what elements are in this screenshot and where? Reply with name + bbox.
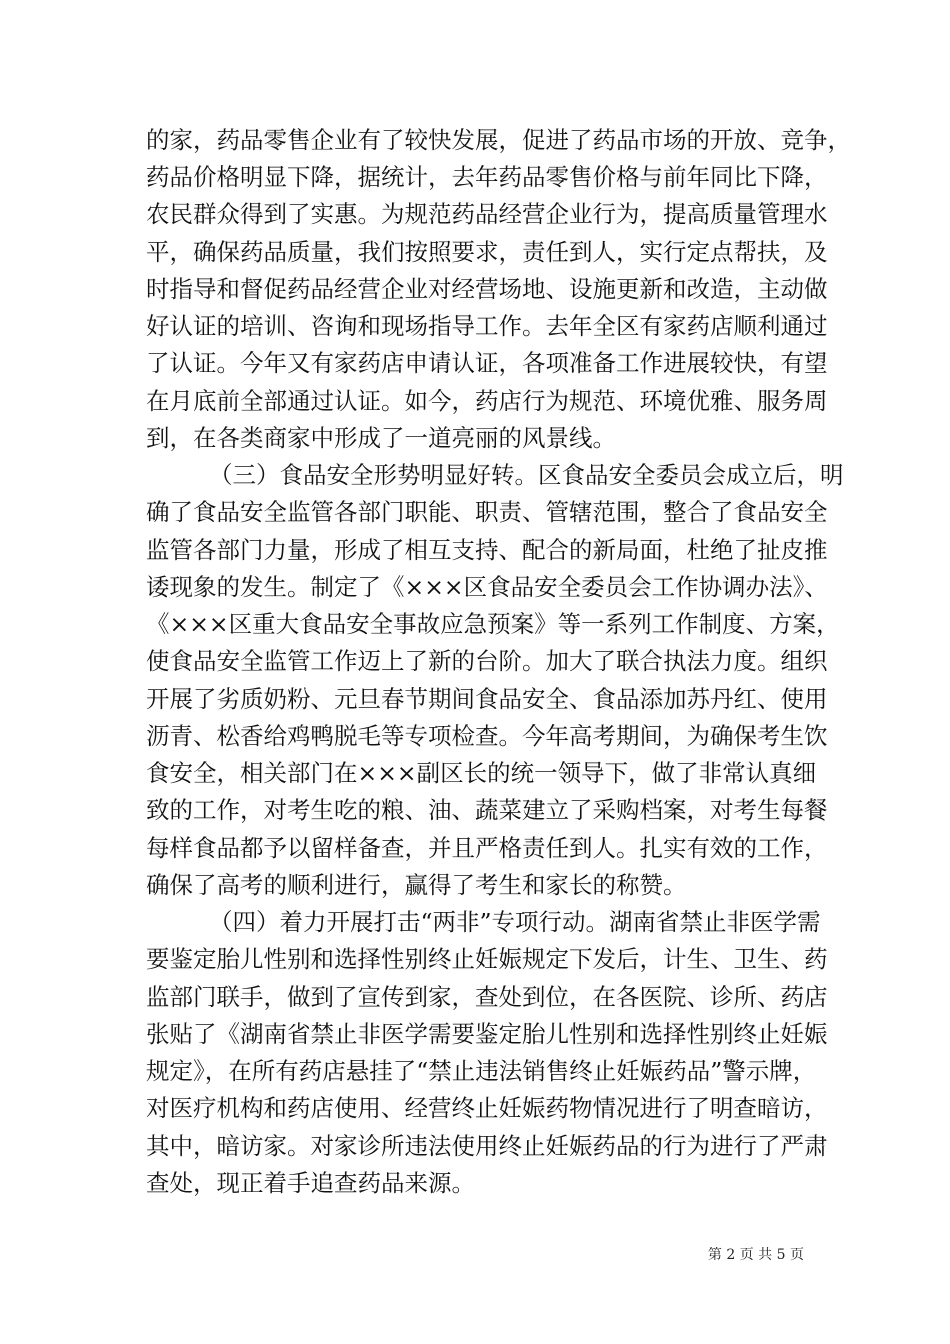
text-line: 到，在各类商家中形成了一道亮丽的风景线。 [146, 424, 616, 452]
text-line: 规定》，在所有药店悬挂了“禁止违法销售终止妊娠药品”警示牌， [146, 1057, 817, 1085]
text-line: 时指导和督促药品经营企业对经营场地、设施更新和改造，主动做 [146, 275, 828, 303]
text-line: 监管各部门力量，形成了相互支持、配合的新局面，杜绝了扯皮推 [146, 536, 828, 564]
text-line: 的家，药品零售企业有了较快发展，促进了药品市场的开放、竞争， [146, 126, 851, 154]
text-line: 监部门联手，做到了宣传到家，查处到位，在各医院、诊所、药店 [146, 983, 828, 1011]
text-line: 确保了高考的顺利进行，赢得了考生和家长的称赞。 [146, 871, 687, 899]
paragraph-heading-3: （三）食品安全形势明显好转。区食品安全委员会成立后，明 [209, 461, 844, 489]
text-line: 在月底前全部通过认证。如今，药店行为规范、环境优雅、服务周 [146, 387, 828, 415]
text-line: 沥青、松香给鸡鸭脱毛等专项检查。今年高考期间，为确保考生饮 [146, 722, 828, 750]
text-line: 每样食品都予以留样备查，并且严格责任到人。扎实有效的工作， [146, 834, 828, 862]
text-line: 平，确保药品质量，我们按照要求，责任到人，实行定点帮扶，及 [146, 238, 828, 266]
text-line: 要鉴定胎儿性别和选择性别终止妊娠规定下发后，计生、卫生、药 [146, 945, 828, 973]
text-line: 农民群众得到了实惠。为规范药品经营企业行为，提高质量管理水 [146, 200, 828, 228]
text-line: 查处，现正着手追查药品来源。 [146, 1169, 475, 1197]
paragraph-heading-4: （四）着力开展打击“两非”专项行动。湖南省禁止非医学需 [209, 908, 821, 936]
text-line: 诿现象的发生。制定了《×××区食品安全委员会工作协调办法》、 [146, 573, 828, 601]
text-line: 药品价格明显下降，据统计，去年药品零售价格与前年同比下降， [146, 163, 828, 191]
text-line: 确了食品安全监管各部门职能、职责、管辖范围，整合了食品安全 [146, 498, 828, 526]
text-line: 好认证的培训、咨询和现场指导工作。去年全区有家药店顺利通过 [146, 312, 828, 340]
text-line: 使食品安全监管工作迈上了新的台阶。加大了联合执法力度。组织 [146, 647, 828, 675]
text-line: 《×××区重大食品安全事故应急预案》等一系列工作制度、方案， [146, 610, 840, 638]
text-line: 食安全，相关部门在×××副区长的统一领导下，做了非常认真细 [146, 759, 817, 787]
text-line: 致的工作，对考生吃的粮、油、蔬菜建立了采购档案，对考生每餐 [146, 796, 828, 824]
page-number: 第 2 页 共 5 页 [707, 1247, 804, 1263]
text-line: 其中，暗访家。对家诊所违法使用终止妊娠药品的行为进行了严肃 [146, 1132, 828, 1160]
text-line: 张贴了《湖南省禁止非医学需要鉴定胎儿性别和选择性别终止妊娠 [146, 1020, 828, 1048]
text-line: 了认证。今年又有家药店申请认证，各项准备工作进展较快，有望 [146, 349, 828, 377]
text-line: 开展了劣质奶粉、元旦春节期间食品安全、食品添加苏丹红、使用 [146, 685, 828, 713]
text-line: 对医疗机构和药店使用、经营终止妊娠药物情况进行了明查暗访， [146, 1094, 828, 1122]
